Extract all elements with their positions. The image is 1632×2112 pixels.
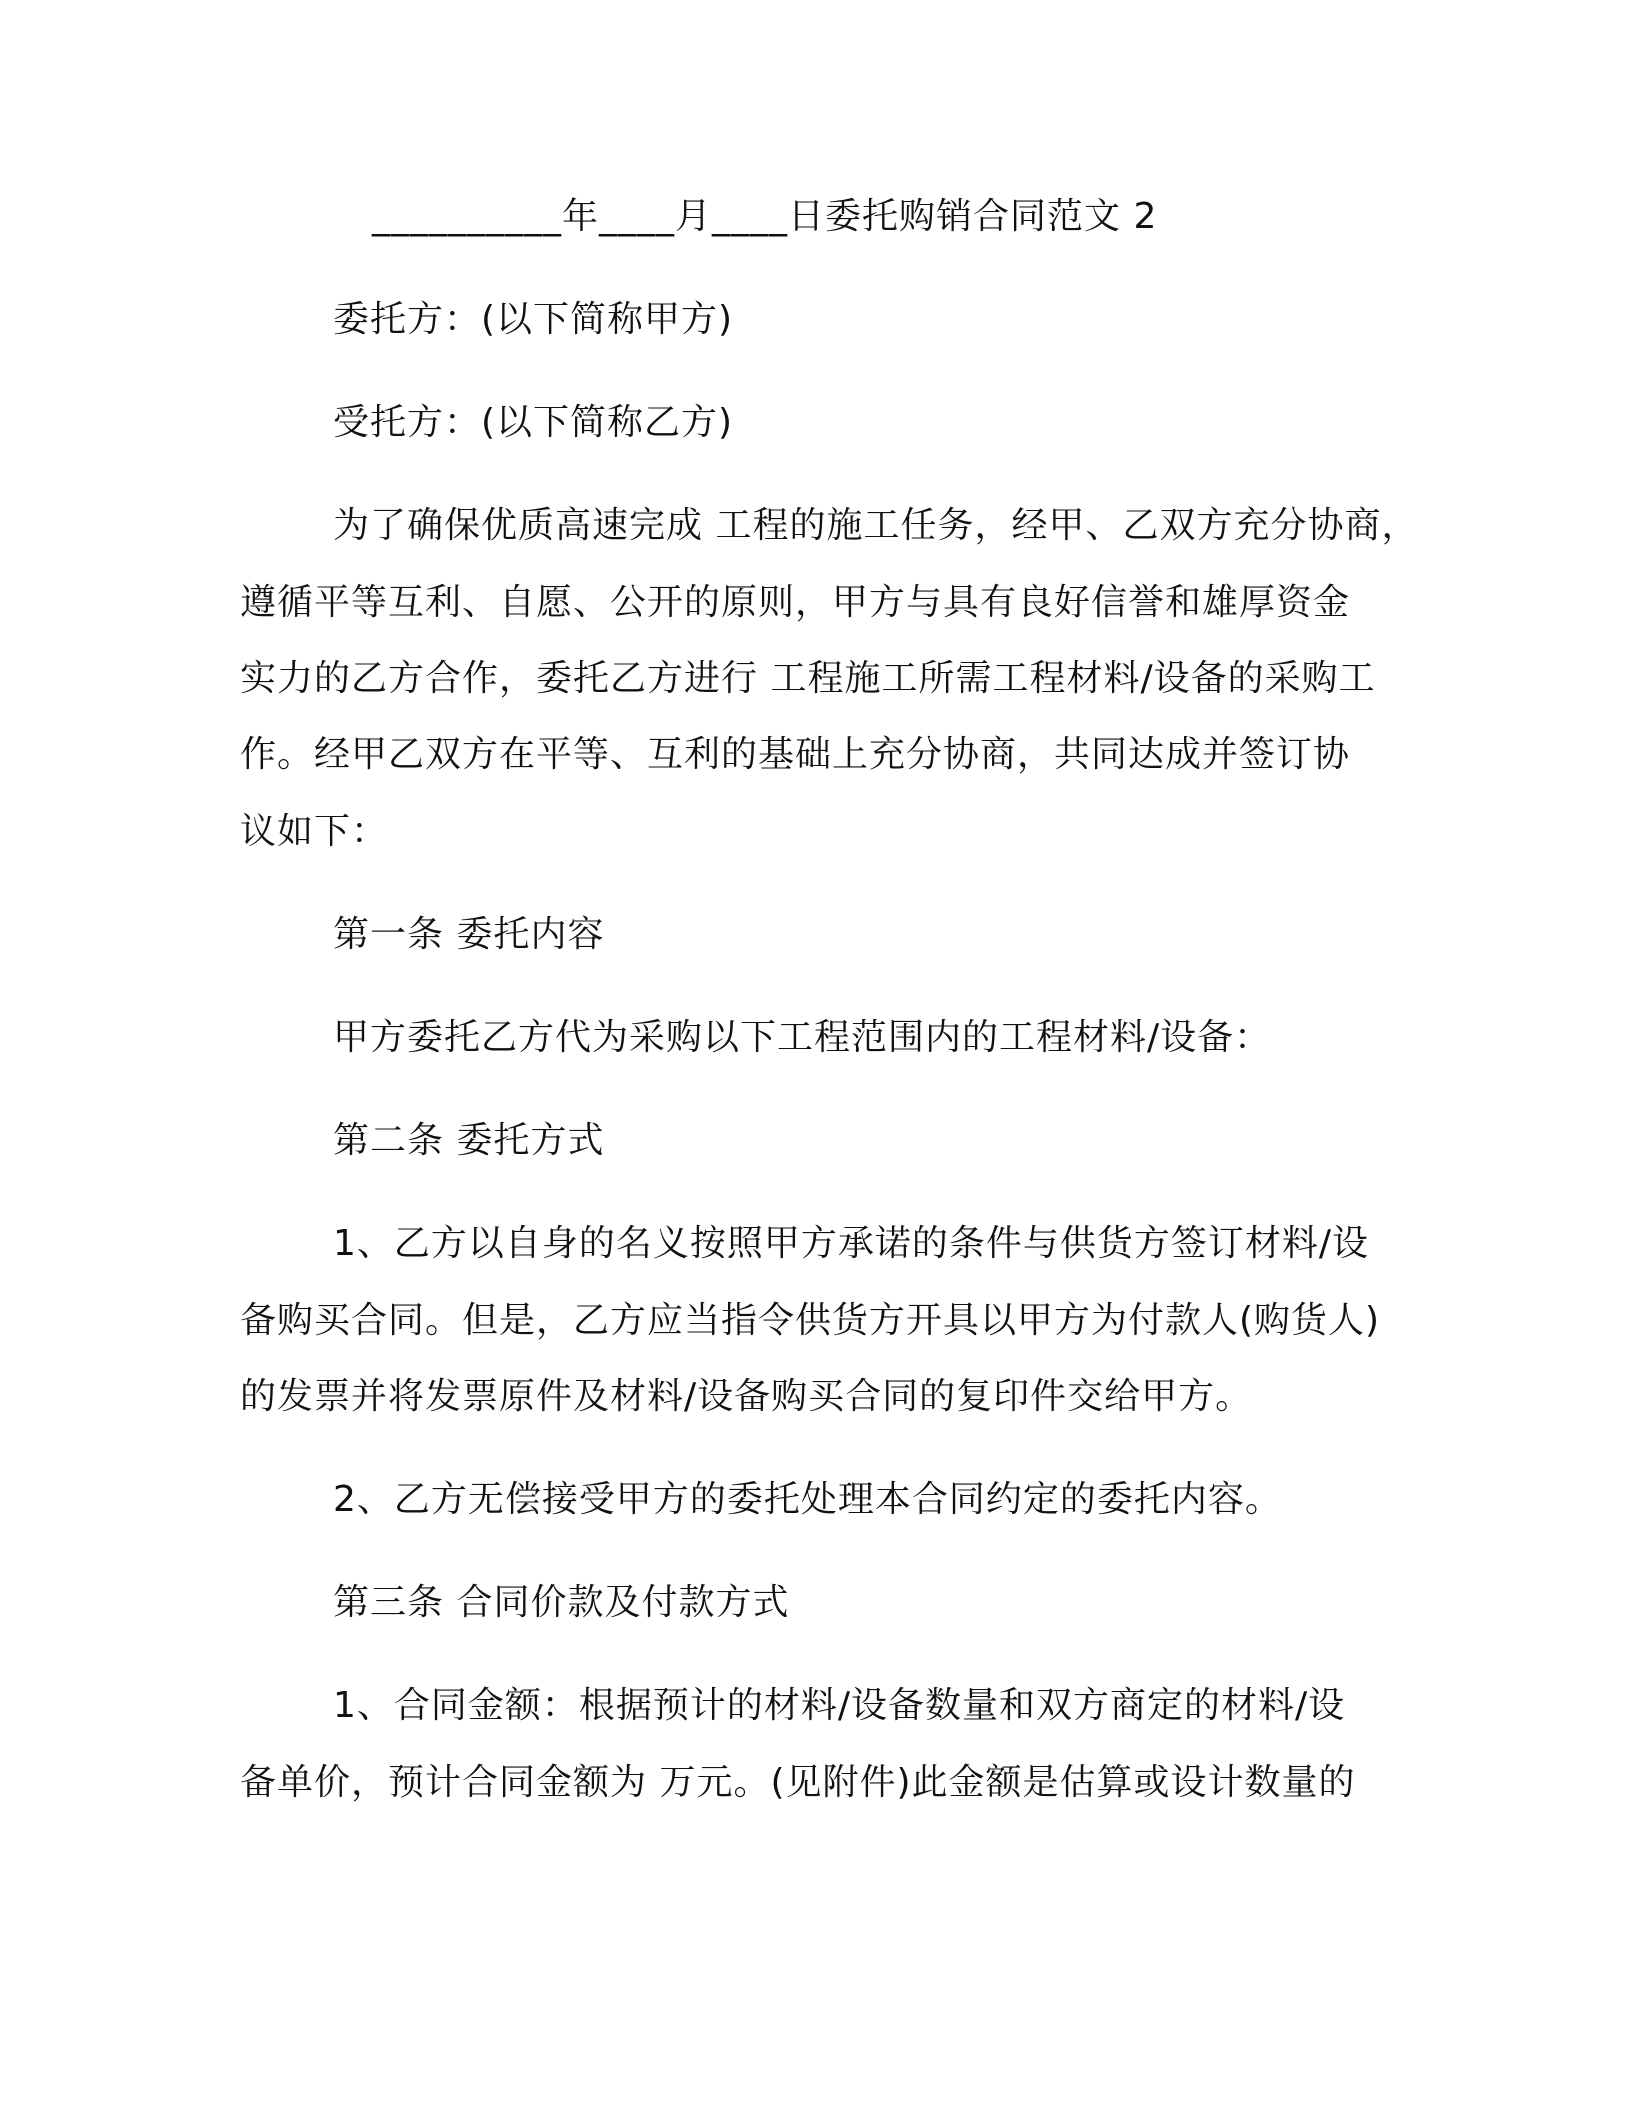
document-title: __________年____月____日委托购销合同范文 2 (372, 196, 1158, 237)
article-two-heading: 第二条 委托方式 (333, 1120, 605, 1161)
article-one-heading: 第一条 委托内容 (333, 914, 605, 955)
intro-line-3: 实力的乙方合作，委托乙方进行 工程施工所需工程材料/设备的采购工 (240, 658, 1376, 699)
article-two-item-1-line-1: 1、乙方以自身的名义按照甲方承诺的条件与供货方签订材料/设 (333, 1223, 1370, 1264)
intro-line-2: 遵循平等互利、自愿、公开的原则，甲方与具有良好信誉和雄厚资金 (240, 582, 1351, 623)
article-three-heading: 第三条 合同价款及付款方式 (333, 1582, 790, 1623)
article-three-item-1-line-2: 备单价，预计合同金额为 万元。(见附件)此金额是估算或设计数量的 (240, 1762, 1356, 1803)
intro-line-1: 为了确保优质高速完成 工程的施工任务，经甲、乙双方充分协商， (333, 505, 1419, 546)
article-two-item-1-line-2: 备购买合同。但是，乙方应当指令供货方开具以甲方为付款人(购货人) (240, 1300, 1381, 1341)
intro-line-5: 议如下： (240, 811, 389, 852)
intro-line-4: 作。经甲乙双方在平等、互利的基础上充分协商，共同达成并签订协 (240, 734, 1351, 775)
principal-line: 委托方：(以下简称甲方) (333, 299, 734, 340)
article-two-item-1-line-3: 的发票并将发票原件及材料/设备购买合同的复印件交给甲方。 (240, 1376, 1253, 1417)
agent-line: 受托方：(以下简称乙方) (333, 402, 734, 443)
article-two-item-2: 2、乙方无偿接受甲方的委托处理本合同约定的委托内容。 (333, 1479, 1282, 1520)
article-one-content: 甲方委托乙方代为采购以下工程范围内的工程材料/设备： (333, 1017, 1272, 1058)
article-three-item-1-line-1: 1、合同金额：根据预计的材料/设备数量和双方商定的材料/设 (333, 1685, 1346, 1726)
